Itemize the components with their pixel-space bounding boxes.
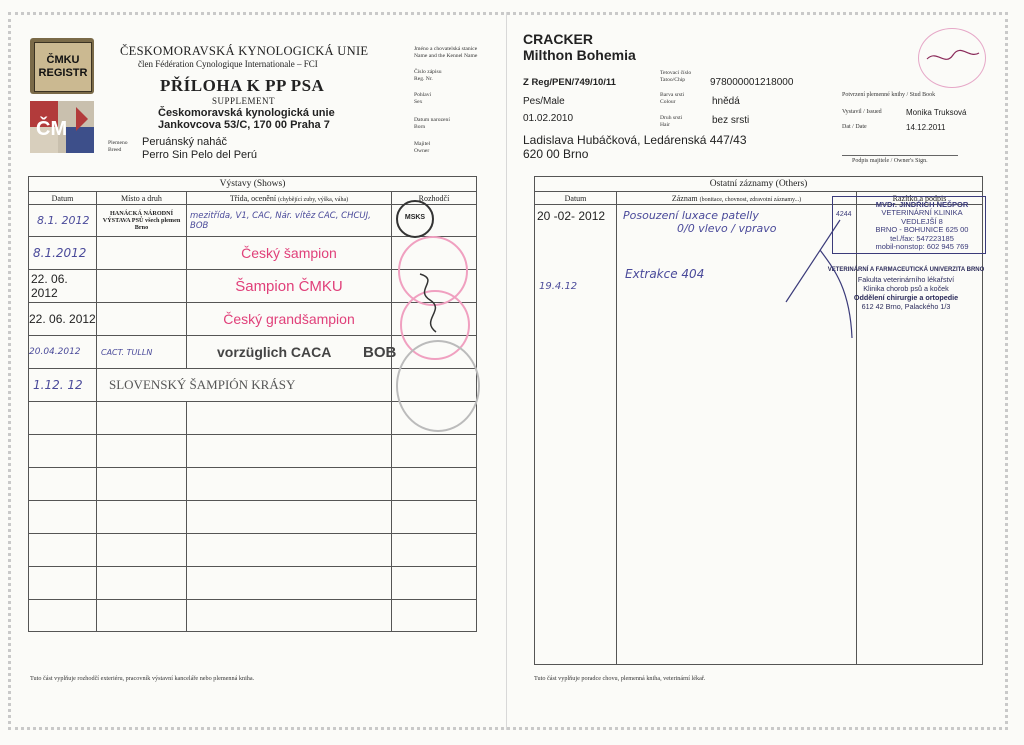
col-place: Místo a druh xyxy=(97,192,187,205)
show-place-5: CACT. TULLN xyxy=(97,336,187,369)
date-label: Dat / Date xyxy=(842,124,867,130)
born-value: 01.02.2010 xyxy=(523,113,574,124)
hair-value: bez srsti xyxy=(712,115,750,126)
document-title: PŘÍLOHA K PP PSA xyxy=(160,76,325,95)
owner-label: Majitel Owner xyxy=(414,141,431,154)
others-title: Ostatní záznamy (Others) xyxy=(535,177,983,192)
born-label: Datum narození Born xyxy=(414,117,450,130)
cmku-registr-logo xyxy=(30,38,94,94)
logo-text-1: ČMKU xyxy=(46,54,80,66)
studbook-confirm: Potvrzení plemenné knihy / Stud Book xyxy=(842,92,936,98)
cmku-emblem-logo xyxy=(30,101,94,153)
others-record-1b: 0/0 vlevo / vpravo xyxy=(677,222,777,235)
show-date-4: 22. 06. 2012 xyxy=(29,303,97,336)
breed-label: Plemeno Breed xyxy=(108,140,128,153)
breed-value xyxy=(142,136,257,162)
colour-label: Barva srsti Colour xyxy=(660,92,685,105)
address-line-1: Českomoravská kynologická unie xyxy=(158,107,335,119)
shows-title: Výstavy (Shows) xyxy=(29,177,477,192)
owner-city: 620 00 Brno xyxy=(523,147,589,161)
dog-name-value: CRACKER xyxy=(523,31,593,47)
show-award-4: Český grandšampion xyxy=(187,303,392,336)
fci-membership: člen Fédération Cynologique Internationale – FCI xyxy=(138,59,318,69)
show-award-2: Český šampion xyxy=(187,237,392,270)
reg-number: Z Reg/PEN/749/10/11 xyxy=(523,77,616,88)
show-award-3: Šampion ČMKU xyxy=(187,270,392,303)
judge-signature xyxy=(410,270,450,340)
bob-label: BOB xyxy=(363,344,397,361)
others-date-2: 19.4.12 xyxy=(539,281,578,292)
others-record-2: Extrakce 404 xyxy=(625,267,705,281)
org-address xyxy=(158,107,335,131)
issued-label: Vystavil / Issued xyxy=(842,109,882,115)
others-date-1: 20 -02- 2012 xyxy=(537,209,606,223)
sign-label: Podpis majitele / Owner's Sign. xyxy=(852,158,928,164)
vet-code: 4244 xyxy=(836,211,852,218)
show-award-5 xyxy=(187,336,397,369)
msks-stamp: MSKS xyxy=(396,200,434,238)
dog-name xyxy=(523,31,636,63)
colour-value: hnědá xyxy=(712,96,740,107)
hair-label: Druh srsti Hair xyxy=(660,115,683,128)
show-award-6: SLOVENSKÝ ŠAMPIÓN KRÁSY xyxy=(97,369,392,402)
owner-value xyxy=(523,133,747,161)
col-date: Datum xyxy=(29,192,97,205)
vet-clinic-stamp: 4244 MVDr. JINDŘICH NEŠPOR VETERINÁRNÍ KLINIKA VEDLEJŠÍ 8 BRNO - BOHUNICE 625 00 tel./fax: 547223185 mobil-nonstop: 602 945 769 xyxy=(832,196,986,254)
center-fold xyxy=(506,12,507,730)
svg-text:ČM: ČM xyxy=(36,118,68,140)
show-date-5: 20.04.2012 xyxy=(29,336,97,369)
show-date-3: 22. 06. 2012 xyxy=(29,270,97,303)
show-date-1: 8.1. 2012 xyxy=(29,205,97,237)
logo-text-2: REGISTR xyxy=(38,67,88,79)
date-value: 14.12.2011 xyxy=(906,123,946,132)
col-class: Třída, ocenění (chybějící zuby, výška, váha) xyxy=(187,192,392,205)
others-dates xyxy=(535,205,617,665)
judge-stamp-3 xyxy=(396,340,480,432)
show-place-4 xyxy=(97,303,187,336)
breed-es: Perro Sin Pelo del Perú xyxy=(142,149,257,161)
kennel-name: Milthon Bohemia xyxy=(523,47,636,63)
col-record: Záznam (bonitace, chovnost, zdravotní záznamy...) xyxy=(617,192,857,205)
others-footnote: Tuto část vyplňuje poradce chovu, plemenná kniha, veterinární lékař. xyxy=(534,675,706,682)
address-line-2: Jankovcova 53/C, 170 00 Praha 7 xyxy=(158,119,330,131)
org-name: ČESKOMORAVSKÁ KYNOLOGICKÁ UNIE xyxy=(120,44,369,58)
document-subtitle: SUPPLEMENT xyxy=(212,96,276,106)
shows-footnote: Tuto část vyplňuje rozhodčí exteriéru, pracovník výstavní kanceláře nebo plemenná kniha. xyxy=(30,675,255,682)
show-place-1: HANÁCKÁ NÁRODNÍ VÝSTAVA PSŮ všech plemen Brno xyxy=(97,205,187,237)
show-date-6: 1.12. 12 xyxy=(29,369,97,402)
tattoo-label: Tetovací číslo Tatoo/Chip xyxy=(660,70,692,83)
col-judge: Rozhodčí xyxy=(392,192,477,205)
show-award-1: mezitřída, V1, CAC, Nár. vítěz CAC, CHCUJ, BOB xyxy=(187,205,392,237)
signature-line xyxy=(842,155,958,156)
sex-value: Pes/Male xyxy=(523,96,565,107)
show-place-2 xyxy=(97,237,187,270)
col-stamp: Razítko a podpis xyxy=(857,192,983,205)
issued-value: Monika Truksová xyxy=(906,108,967,117)
university-stamp: VETERINÁRNÍ A FARMACEUTICKÁ UNIVERZITA BRNO Fakulta veterinárního lékařství Klinika chorob psů a koček Oddělení chirurgie a ortopedie 612 42 Brno, Palackého 1/3 xyxy=(827,267,985,311)
name-label: Jméno a chovatelská stanice Name and the Kennel Name xyxy=(414,46,478,59)
show-place-3 xyxy=(97,270,187,303)
award-text: vorzüglich CACA xyxy=(217,344,332,360)
breed-cz: Peruánský naháč xyxy=(142,136,227,148)
reg-label: Číslo zápisu Reg. Nr. xyxy=(414,69,442,82)
owner-address: Ladislava Hubáčková, Ledárenská 447/43 xyxy=(523,133,747,147)
others-record-1: Posouzení luxace patelly xyxy=(623,209,759,222)
studbook-stamp xyxy=(918,28,986,88)
chip-number: 978000001218000 xyxy=(710,77,794,88)
vet-signature xyxy=(780,210,860,340)
show-date-2: 8.1.2012 xyxy=(29,237,97,270)
sex-label: Pohlaví Sex xyxy=(414,92,432,105)
col-others-date: Datum xyxy=(535,192,617,205)
